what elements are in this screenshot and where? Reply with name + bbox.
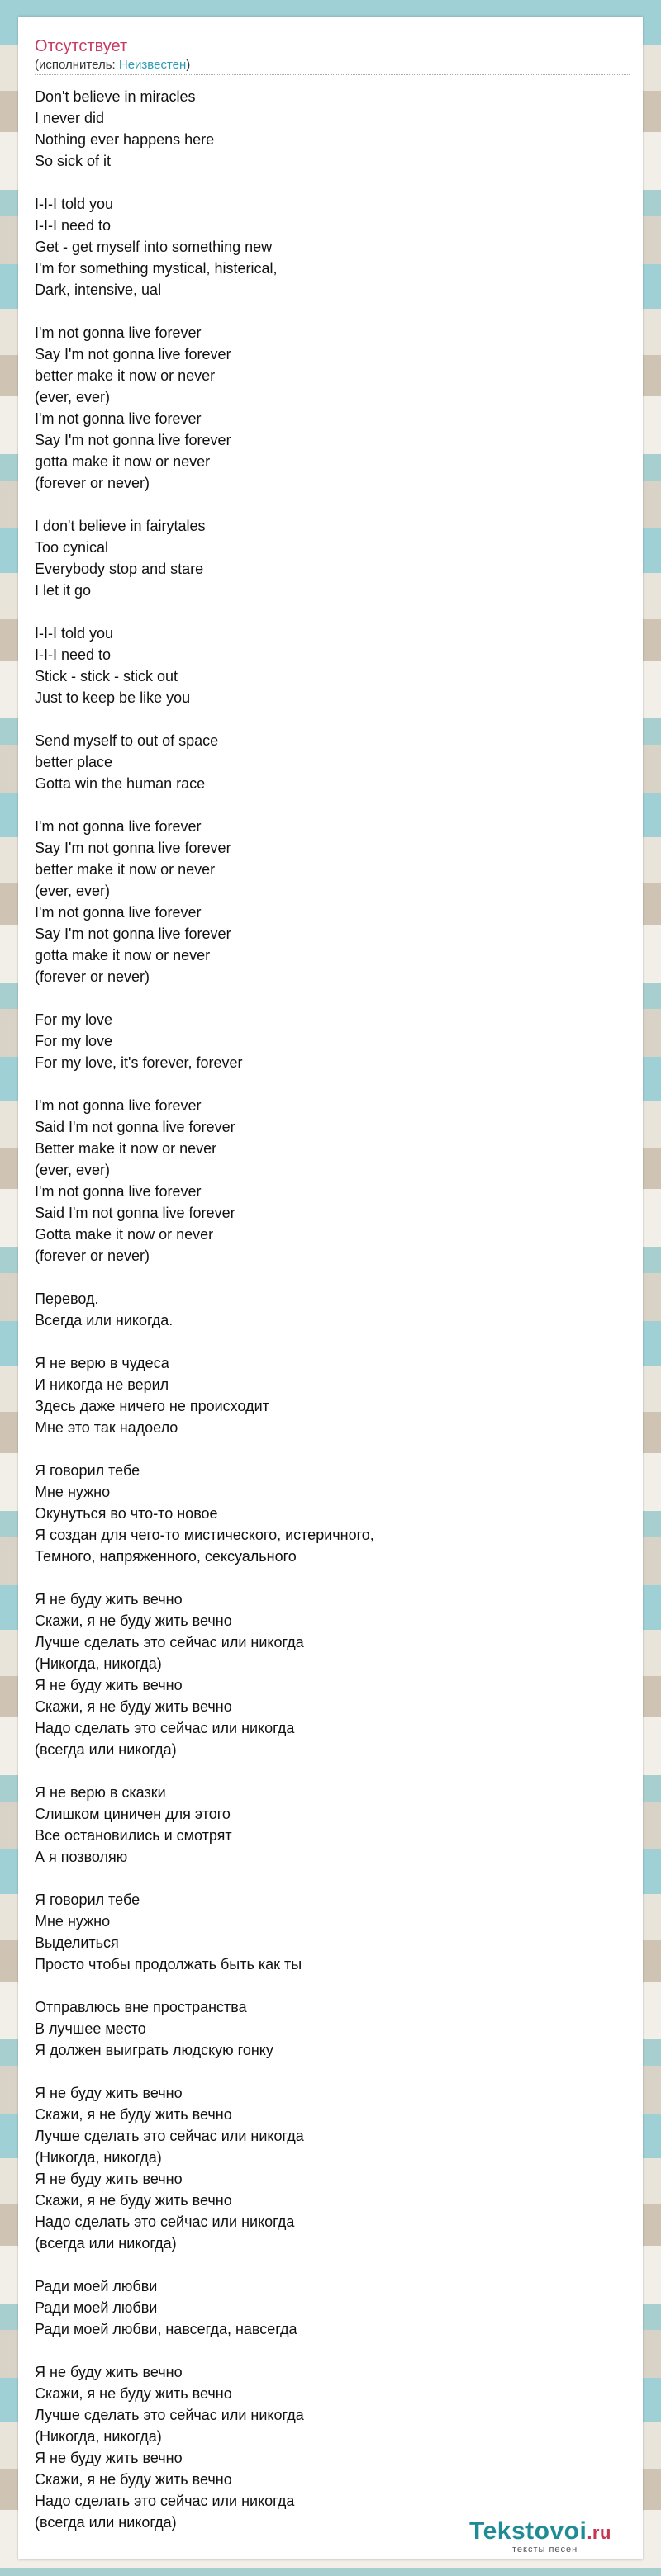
lyric-line: For my love, it's forever, forever [35,1054,243,1071]
lyric-line: Я говорил тебе [35,1892,140,1908]
lyric-line: Better make it now or never [35,1140,217,1157]
lyric-line: Надо сделать это сейчас или никогда [35,2214,295,2230]
lyrics-stanza [35,2361,630,2533]
lyric-line: Я не буду жить вечно [35,2085,183,2101]
lyric-line: (forever or never) [35,475,150,491]
lyric-line: Я не буду жить вечно [35,1591,183,1608]
lyric-line: Скажи, я не буду жить вечно [35,2106,232,2123]
lyric-line: gotta make it now or never [35,453,211,470]
lyrics-stanza [35,1589,630,1760]
lyrics-stanza [35,515,630,601]
lyric-line: В лучшее место [35,2020,146,2037]
lyric-line: Say I'm not gonna live forever [35,346,231,362]
lyric-line: Don't believe in miracles [35,88,196,105]
lyric-line: Отправлюсь вне пространства [35,1999,247,2015]
song-header [35,36,626,75]
lyric-line: Слишком циничен для этого [35,1806,231,1822]
lyric-line: (всегда или никогда) [35,1741,177,1758]
lyrics-stanza [35,816,630,987]
lyric-line: Said I'm not gonna live forever [35,1119,235,1135]
header-divider [35,74,630,75]
lyric-line: I-I-I told you [35,196,114,212]
lyrics-stanza [35,1352,630,1438]
lyric-line: For my love [35,1033,113,1049]
lyric-line: Ради моей любви, навсегда, навсегда [35,2321,297,2337]
lyric-line: Мне нужно [35,1484,111,1500]
lyric-line: Я создан для чего-то мистического, истеричного, [35,1527,374,1543]
lyrics-stanza [35,730,630,794]
lyric-line: Выделиться [35,1934,119,1951]
lyric-line: (Никогда, никогда) [35,1655,162,1672]
lyric-line: Я не верю в сказки [35,1784,166,1801]
lyric-line: И никогда не верил [35,1376,169,1393]
lyric-line: I'm not gonna live forever [35,1183,202,1200]
lyric-line: Лучше сделать это сейчас или никогда [35,1634,304,1650]
lyric-line: Скажи, я не буду жить вечно [35,2192,232,2209]
lyrics-stanza [35,1889,630,1975]
lyrics-stanza [35,623,630,708]
lyrics-stanza [35,1288,630,1331]
lyric-line: Dark, intensive, ual [35,282,162,298]
lyric-line: Я не буду жить вечно [35,2450,183,2466]
lyric-line: Gotta make it now or never [35,1226,214,1243]
lyrics-body [35,86,630,2555]
lyrics-stanza [35,193,630,301]
lyric-line: (forever or never) [35,1248,150,1264]
lyrics-stanza [35,86,630,172]
song-title: Отсутствует [35,37,128,55]
lyrics-stanza [35,1460,630,1567]
lyric-line: Надо сделать это сейчас или никогда [35,2493,295,2509]
lyric-line: Окунуться во что-то новое [35,1505,218,1522]
lyric-line: Ради моей любви [35,2278,158,2294]
lyric-line: I'm not gonna live forever [35,1097,202,1114]
lyric-line: (всегда или никогда) [35,2514,177,2531]
lyric-line: Я не буду жить вечно [35,2364,183,2380]
lyric-line: Просто чтобы продолжать быть как ты [35,1956,302,1972]
lyric-line: (ever, ever) [35,1162,111,1178]
lyric-line: Перевод. [35,1290,99,1307]
lyric-line: better make it now or never [35,367,216,384]
artist-suffix: ) [186,58,191,72]
lyric-line: Темного, напряженного, сексуального [35,1548,297,1565]
lyric-line: better make it now or never [35,861,216,878]
lyric-line: For my love [35,1011,113,1028]
lyrics-stanza [35,1009,630,1073]
lyric-line: I'm not gonna live forever [35,324,202,341]
lyric-line: Я не верю в чудеса [35,1355,169,1371]
lyric-line: Say I'm not gonna live forever [35,926,231,942]
lyric-line: I let it go [35,582,92,599]
lyric-line: Send myself to out of space [35,732,219,749]
lyric-line: Nothing ever happens here [35,131,215,148]
lyric-line: Всегда или никогда. [35,1312,174,1328]
lyrics-stanza [35,1996,630,2061]
artist-link[interactable]: Неизвестен [118,58,187,72]
lyric-line: Get - get myself into something new [35,239,273,255]
lyric-line: Я не буду жить вечно [35,1677,183,1693]
lyrics-page [18,17,643,2559]
lyric-line: I don't believe in fairytales [35,518,206,534]
logo-brand: Tekstovoi [469,2517,587,2545]
lyric-line: I'm not gonna live forever [35,818,202,835]
lyric-line: Скажи, я не буду жить вечно [35,1698,232,1715]
lyric-line: А я позволяю [35,1849,128,1865]
lyric-line: I'm not gonna live forever [35,904,202,921]
lyric-line: Мне это так надоело [35,1419,178,1436]
lyric-line: (Никогда, никогда) [35,2149,162,2166]
lyric-line: So sick of it [35,153,112,169]
lyric-line: I never did [35,110,105,126]
lyric-line: (forever or never) [35,968,150,985]
lyric-line: (Никогда, никогда) [35,2428,162,2445]
lyric-line: Said I'm not gonna live forever [35,1205,235,1221]
artist-line [35,58,626,73]
lyric-line: Здесь даже ничего не происходит [35,1398,269,1414]
lyric-line: Скажи, я не буду жить вечно [35,2385,232,2402]
lyric-line: Я не буду жить вечно [35,2171,183,2187]
lyrics-stanza [35,1095,630,1267]
lyric-line: Лучше сделать это сейчас или никогда [35,2407,304,2423]
lyric-line: I-I-I need to [35,217,112,234]
lyric-line: (всегда или никогда) [35,2235,177,2252]
lyric-line: Everybody stop and stare [35,561,204,577]
lyric-line: Я говорил тебе [35,1462,140,1479]
lyric-line: (ever, ever) [35,389,111,405]
lyric-line: Too cynical [35,539,109,556]
lyric-line: Надо сделать это сейчас или никогда [35,1720,295,1736]
tekstovoi-logo[interactable] [469,2518,611,2546]
logo-tagline: тексты песен [512,2545,578,2555]
lyric-line: I-I-I need to [35,646,112,663]
lyric-line: gotta make it now or never [35,947,211,964]
lyrics-stanza [35,322,630,494]
lyrics-stanza [35,2082,630,2254]
logo-tld: .ru [587,2522,611,2543]
lyric-line: Say I'm not gonna live forever [35,840,231,856]
lyric-line: I-I-I told you [35,625,114,642]
lyric-line: Just to keep be like you [35,689,191,706]
lyric-line: better place [35,754,113,770]
lyric-line: Say I'm not gonna live forever [35,432,231,448]
lyrics-stanza [35,2275,630,2340]
lyric-line: Все остановились и смотрят [35,1827,232,1844]
lyric-line: Скажи, я не буду жить вечно [35,1612,232,1629]
lyric-line: Мне нужно [35,1913,111,1930]
lyric-line: Ради моей любви [35,2299,158,2316]
lyrics-stanza [35,1782,630,1868]
lyric-line: I'm not gonna live forever [35,410,202,427]
lyric-line: I'm for something mystical, histerical, [35,260,278,277]
lyric-line: Скажи, я не буду жить вечно [35,2471,232,2488]
artist-prefix: (исполнитель: [35,58,119,72]
lyric-line: (ever, ever) [35,883,111,899]
lyric-line: Лучше сделать это сейчас или никогда [35,2128,304,2144]
lyric-line: Gotta win the human race [35,775,206,792]
lyric-line: Stick - stick - stick out [35,668,178,684]
lyric-line: Я должен выиграть людскую гонку [35,2042,273,2058]
